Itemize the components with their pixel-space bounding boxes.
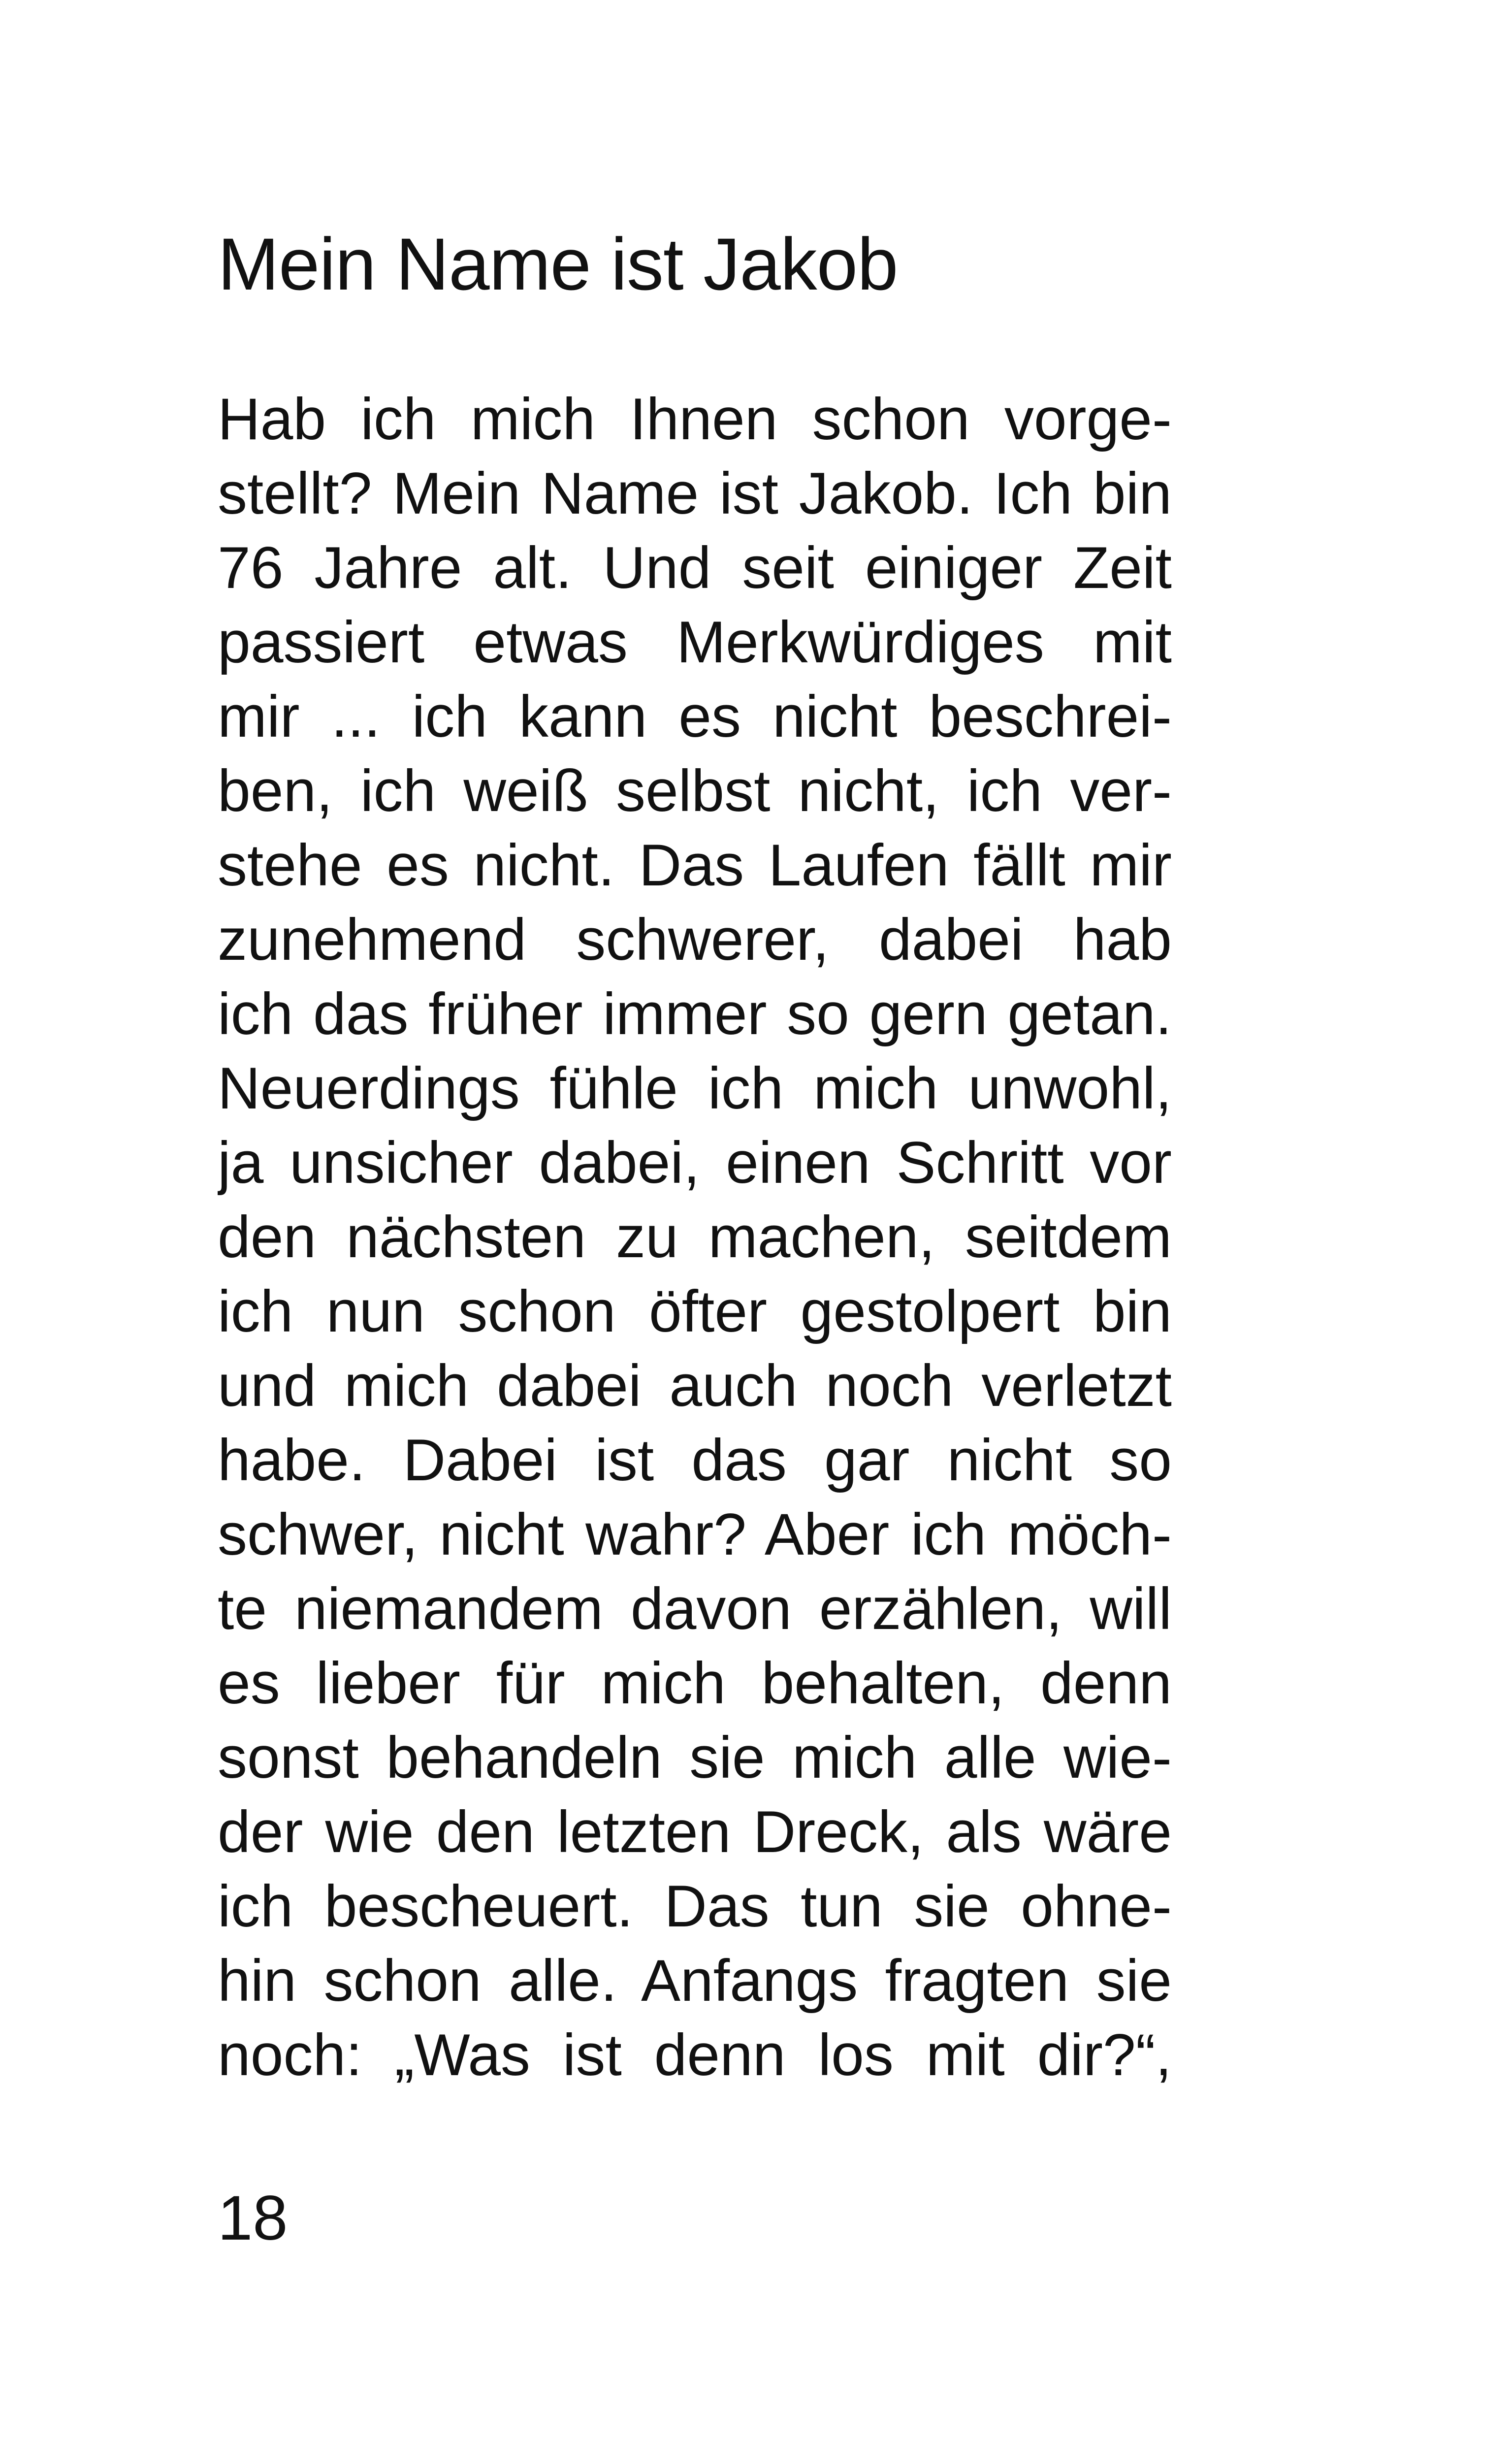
- text-line: stehe es nicht. Das Laufen fällt mir: [218, 832, 1172, 898]
- text-line: noch: „Was ist denn los mit dir?“,: [218, 2022, 1172, 2088]
- text-line: ich nun schon öfter gestolpert bin: [218, 1278, 1172, 1344]
- text-line: mir ... ich kann es nicht beschrei-: [218, 684, 1172, 749]
- text-line: ich bescheuert. Das tun sie ohne-: [218, 1873, 1172, 1939]
- text-line: den nächsten zu machen, seitdem: [218, 1204, 1172, 1270]
- text-line: schwer, nicht wahr? Aber ich möch-: [218, 1501, 1172, 1567]
- text-line: Neuerdings fühle ich mich unwohl,: [218, 1055, 1172, 1121]
- text-line: ich das früher immer so gern getan.: [218, 981, 1172, 1047]
- text-line: ben, ich weiß selbst nicht, ich ver-: [218, 758, 1172, 824]
- text-line: te niemandem davon erzählen, will: [218, 1576, 1172, 1642]
- text-line: habe. Dabei ist das gar nicht so: [218, 1427, 1172, 1493]
- text-line: Hab ich mich Ihnen schon vorge-: [218, 386, 1172, 452]
- text-line: der wie den letzten Dreck, als wäre: [218, 1799, 1172, 1865]
- page-number: 18: [218, 2183, 288, 2253]
- text-line: hin schon alle. Anfangs fragten sie: [218, 1948, 1172, 2014]
- body-paragraph: [218, 382, 1172, 2092]
- text-line: es lieber für mich behalten, denn: [218, 1650, 1172, 1716]
- text-line: und mich dabei auch noch verletzt: [218, 1353, 1172, 1419]
- text-line: stellt? Mein Name ist Jakob. Ich bin: [218, 460, 1172, 526]
- text-line: ja unsicher dabei, einen Schritt vor: [218, 1130, 1172, 1196]
- chapter-title: Mein Name ist Jakob: [218, 223, 898, 305]
- text-line: passiert etwas Merkwürdiges mit: [218, 609, 1172, 675]
- text-line: sonst behandeln sie mich alle wie-: [218, 1725, 1172, 1791]
- text-line: zunehmend schwerer, dabei hab: [218, 907, 1172, 973]
- text-line: 76 Jahre alt. Und seit einiger Zeit: [218, 535, 1172, 601]
